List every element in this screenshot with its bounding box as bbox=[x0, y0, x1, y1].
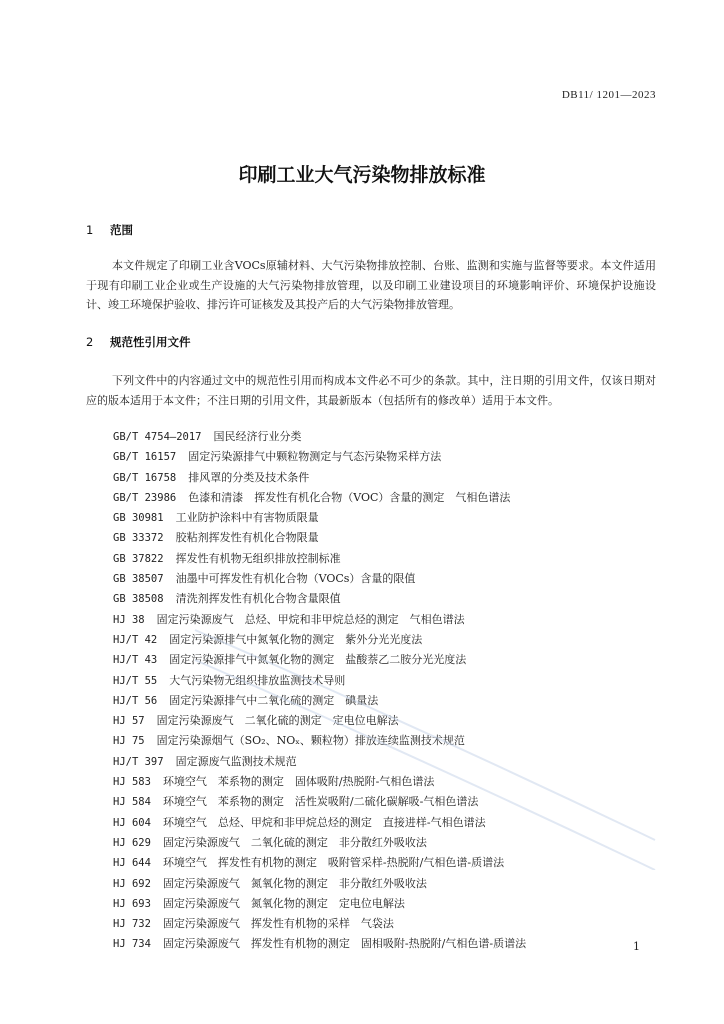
reference-code: HJ 644 bbox=[113, 857, 151, 870]
reference-code: HJ/T 55 bbox=[113, 674, 158, 687]
scope-paragraph: 本文件规定了印刷工业含VOCs原辅材料、大气污染物排放控制、台账、监测和实施与监督等要求。本文件适用于现有印刷工业企业或生产设施的大气污染物排放管理，以及印刷工业建设项目的环境影响评价、环境保护设施设计、竣工环境保护验收、排污许可证核发及其投产后的大气污染物排放管理。 bbox=[86, 259, 656, 311]
reference-title: 油墨中可挥发性有机化合物（VOCs）含量的限值 bbox=[175, 572, 416, 586]
reference-code: GB/T 16157 bbox=[113, 451, 177, 464]
reference-title: 固定污染源排气中颗粒物测定与气态污染物采样方法 bbox=[188, 450, 442, 464]
reference-code: HJ 57 bbox=[113, 715, 145, 728]
reference-item bbox=[113, 792, 526, 812]
reference-title: 国民经济行业分类 bbox=[213, 430, 302, 443]
reference-item bbox=[113, 589, 526, 609]
reference-item bbox=[113, 874, 526, 894]
reference-title: 固定污染源排气中氮氧化物的测定 紫外分光光度法 bbox=[169, 632, 423, 646]
reference-title: 环境空气 苯系物的测定 活性炭吸附/二硫化碳解吸-气相色谱法 bbox=[162, 795, 479, 809]
reference-title: 固定污染源排气中氮氧化物的测定 盐酸萘乙二胺分光光度法 bbox=[169, 653, 467, 667]
reference-title: 固定污染源废气 氮氧化物的测定 非分散红外吸收法 bbox=[162, 876, 427, 890]
reference-code: GB/T 23986 bbox=[113, 491, 177, 504]
reference-item bbox=[113, 813, 526, 833]
reference-title: 固定污染源废气 挥发性有机物的测定 固相吸附-热脱附/气相色谱-质谱法 bbox=[162, 937, 527, 951]
reference-item bbox=[113, 447, 526, 467]
reference-item bbox=[113, 914, 526, 934]
reference-title: 固定污染源废气 氮氧化物的测定 定电位电解法 bbox=[162, 896, 405, 910]
reference-title: 色漆和清漆 挥发性有机化合物（VOC）含量的测定 气相色谱法 bbox=[188, 490, 511, 504]
reference-title: 固定污染源排气中二氧化硫的测定 碘量法 bbox=[169, 693, 379, 707]
reference-code: HJ/T 397 bbox=[113, 755, 164, 768]
reference-title: 环境空气 挥发性有机物的测定 吸附管采样-热脱附/气相色谱-质谱法 bbox=[162, 856, 505, 870]
reference-item bbox=[113, 488, 526, 508]
reference-item bbox=[113, 772, 526, 792]
reference-item bbox=[113, 853, 526, 873]
reference-code: GB 38508 bbox=[113, 593, 164, 606]
reference-title: 环境空气 苯系物的测定 固体吸附/热脱附-气相色谱法 bbox=[162, 775, 435, 789]
section-number: 2 bbox=[86, 335, 94, 349]
reference-item bbox=[113, 894, 526, 914]
reference-code: HJ 692 bbox=[113, 877, 151, 890]
reference-title: 固定污染源废气 总烃、甲烷和非甲烷总烃的测定 气相色谱法 bbox=[156, 612, 465, 626]
reference-code: HJ 75 bbox=[113, 735, 145, 748]
reference-title: 固定污染源废气 二氧化硫的测定 非分散红外吸收法 bbox=[162, 835, 427, 849]
reference-item bbox=[113, 549, 526, 569]
section-title: 范围 bbox=[110, 223, 134, 237]
reference-title: 挥发性有机物无组织排放控制标准 bbox=[175, 551, 341, 565]
reference-title: 清洗剂挥发性有机化合物含量限值 bbox=[175, 592, 341, 606]
reference-item bbox=[113, 468, 526, 488]
reference-item bbox=[113, 610, 526, 630]
reference-code: HJ 584 bbox=[113, 796, 151, 809]
reference-item bbox=[113, 650, 526, 670]
reference-item bbox=[113, 569, 526, 589]
reference-title: 大气污染物无组织排放监测技术导则 bbox=[169, 673, 346, 687]
reference-code: HJ 734 bbox=[113, 938, 151, 951]
reference-code: HJ 629 bbox=[113, 836, 151, 849]
reference-item bbox=[113, 691, 526, 711]
reference-item bbox=[113, 630, 526, 650]
reference-item bbox=[113, 711, 526, 731]
document-title: 印刷工业大气污染物排放标准 bbox=[238, 164, 486, 186]
reference-code: GB/T 4754—2017 bbox=[113, 431, 202, 443]
reference-code: GB 38507 bbox=[113, 573, 164, 586]
reference-item bbox=[113, 752, 526, 772]
reference-title: 排风罩的分类及技术条件 bbox=[188, 470, 310, 484]
reference-title: 工业防护涂料中有害物质限量 bbox=[175, 511, 319, 525]
section-heading-normative-references bbox=[86, 334, 191, 350]
reference-title: 环境空气 总烃、甲烷和非甲烷总烃的测定 直接进样-气相色谱法 bbox=[162, 815, 486, 829]
reference-title: 固定源废气监测技术规范 bbox=[175, 754, 297, 768]
reference-code: HJ/T 56 bbox=[113, 694, 158, 707]
reference-code: HJ 604 bbox=[113, 816, 151, 829]
reference-title: 胶粘剂挥发性有机化合物限量 bbox=[175, 531, 319, 545]
reference-code: GB 33372 bbox=[113, 532, 164, 545]
reference-title: 固定污染源废气 二氧化硫的测定 定电位电解法 bbox=[156, 714, 399, 728]
reference-item bbox=[113, 833, 526, 853]
reference-code: HJ 732 bbox=[113, 918, 151, 931]
reference-code: HJ 693 bbox=[113, 897, 151, 910]
normative-references-paragraph: 下列文件中的内容通过文中的规范性引用而构成本文件必不可少的条款。其中，注日期的引用文件，仅该日期对应的版本适用于本文件；不注日期的引用文件，其最新版本（包括所有的修改单）适用于本文件。 bbox=[86, 374, 656, 407]
section-heading-scope bbox=[86, 222, 133, 238]
reference-code: HJ 583 bbox=[113, 776, 151, 789]
reference-list bbox=[113, 427, 526, 955]
reference-title: 固定污染源烟气（SO₂、NOₓ、颗粒物）排放连续监测技术规范 bbox=[156, 734, 465, 748]
reference-code: GB/T 16758 bbox=[113, 471, 177, 484]
reference-code: GB 37822 bbox=[113, 552, 164, 565]
reference-code: GB 30981 bbox=[113, 512, 164, 525]
reference-item bbox=[113, 671, 526, 691]
reference-item bbox=[113, 528, 526, 548]
reference-code: HJ 38 bbox=[113, 613, 145, 626]
reference-item bbox=[113, 731, 526, 751]
section-number: 1 bbox=[86, 223, 94, 237]
section-title: 规范性引用文件 bbox=[110, 335, 191, 349]
page-number: 1 bbox=[633, 940, 640, 953]
reference-item bbox=[113, 427, 526, 447]
reference-item bbox=[113, 508, 526, 528]
reference-code: HJ/T 43 bbox=[113, 654, 158, 667]
reference-item bbox=[113, 934, 526, 954]
reference-code: HJ/T 42 bbox=[113, 633, 158, 646]
reference-title: 固定污染源废气 挥发性有机物的采样 气袋法 bbox=[162, 917, 394, 931]
standard-code: DB11/ 1201—2023 bbox=[561, 89, 656, 101]
